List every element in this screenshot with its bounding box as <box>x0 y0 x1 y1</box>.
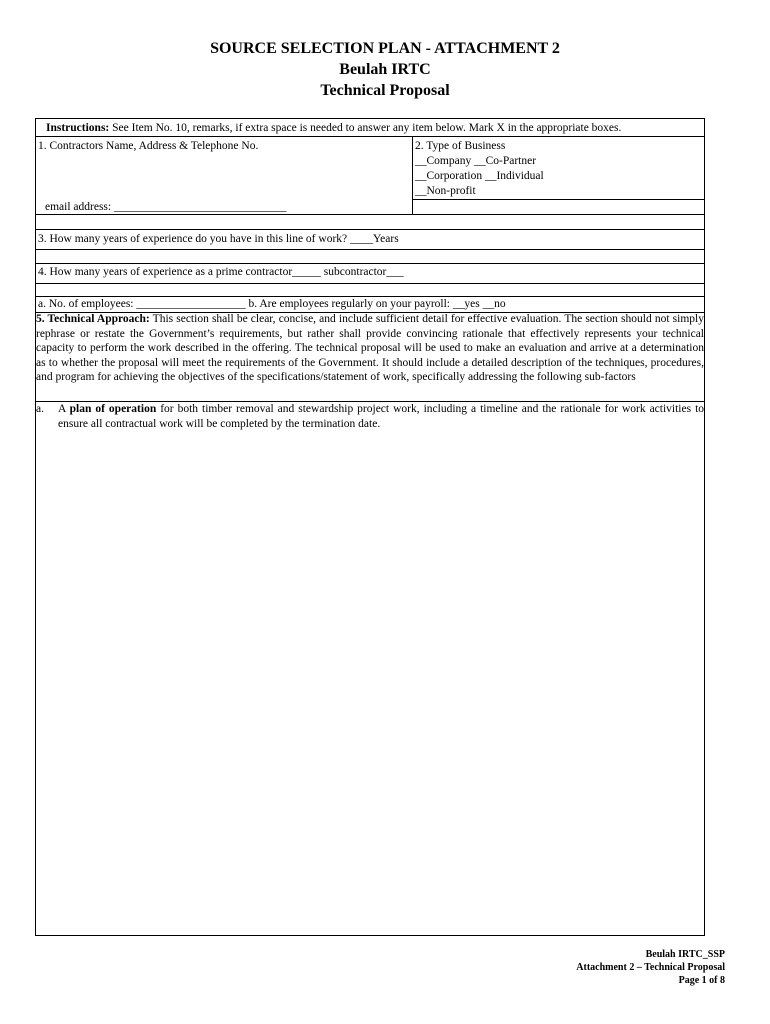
subfactor-bold-term: plan of operation <box>69 403 157 415</box>
business-type-option-row-1[interactable]: __Company __Co-Partner <box>415 155 537 167</box>
technical-approach-body: This section shall be clear, concise, and include sufficient detail for effective evaluation. The section should not simply rephrase or restate the Government’s requirements, but rather shall provide convincing rationale that effectively represents your technical capacity to perform the work described in the offering. The technical proposal will be used to make an evaluation and arrive at a determination as to whether the proposal will meet the requirements of the Government. It should include a detailed description of the techniques, procedures, and program for achieving the objectives of the specifications/statement of work, specifically addressing the following sub-factors <box>36 313 704 384</box>
business-type-option-row-3[interactable]: __Non-profit <box>415 185 476 197</box>
business-type-option-row-2[interactable]: __Corporation __Individual <box>415 170 544 182</box>
contractor-info-label: 1. Contractors Name, Address & Telephone No. <box>38 140 259 152</box>
row-divider-4 <box>35 263 704 264</box>
document-subtitle-location: Beulah IRTC <box>339 61 431 78</box>
document-title: SOURCE SELECTION PLAN - ATTACHMENT 2 <box>210 40 560 57</box>
instructions-label: Instructions: <box>46 122 110 134</box>
email-field[interactable] <box>45 200 286 215</box>
footer-page-number: Page 1 of 8 <box>678 975 725 986</box>
instructions-text <box>46 121 621 136</box>
years-experience-question[interactable]: 3. How many years of experience do you have in this line of work? ____Years <box>38 233 399 245</box>
subfactor-pre: A <box>58 403 66 415</box>
prime-contractor-question[interactable]: 4. How many years of experience as a prime contractor_____ subcontractor___ <box>38 266 404 278</box>
email-blank: ______________________________ <box>113 201 287 213</box>
footer-attachment: Attachment 2 – Technical Proposal <box>576 962 725 973</box>
subfactor-description: for both timber removal and stewardship project work, including a timeline and the rationale for work activities to ensure all contractual work will be completed by the termination date. <box>58 403 705 430</box>
item2-divider <box>412 199 704 200</box>
form-right-border <box>704 137 705 313</box>
subfactor-plan-of-operation <box>58 402 704 431</box>
technical-approach-label: 5. Technical Approach: <box>36 313 150 325</box>
business-type-label: 2. Type of Business <box>415 140 506 152</box>
footer-document-id: Beulah IRTC_SSP <box>645 949 725 960</box>
instructions-box <box>35 118 705 137</box>
technical-approach-text <box>36 312 704 385</box>
row-divider-5 <box>35 283 704 284</box>
employees-question[interactable]: a. No. of employees: ___________________ b. Are employees regularly on your payroll: __yes __no <box>38 298 506 310</box>
form-left-border <box>35 137 36 313</box>
document-subtitle-proposal: Technical Proposal <box>320 82 450 99</box>
response-area[interactable] <box>36 432 704 935</box>
instructions-body: See Item No. 10, remarks, if extra space is needed to answer any item below. Mark X in the appropriate boxes. <box>112 122 622 134</box>
item-divider <box>412 137 413 214</box>
subfactor-marker: a. <box>36 403 44 415</box>
row-divider-2 <box>35 229 704 230</box>
row-divider-3 <box>35 249 704 250</box>
email-label: email address: <box>45 201 112 213</box>
